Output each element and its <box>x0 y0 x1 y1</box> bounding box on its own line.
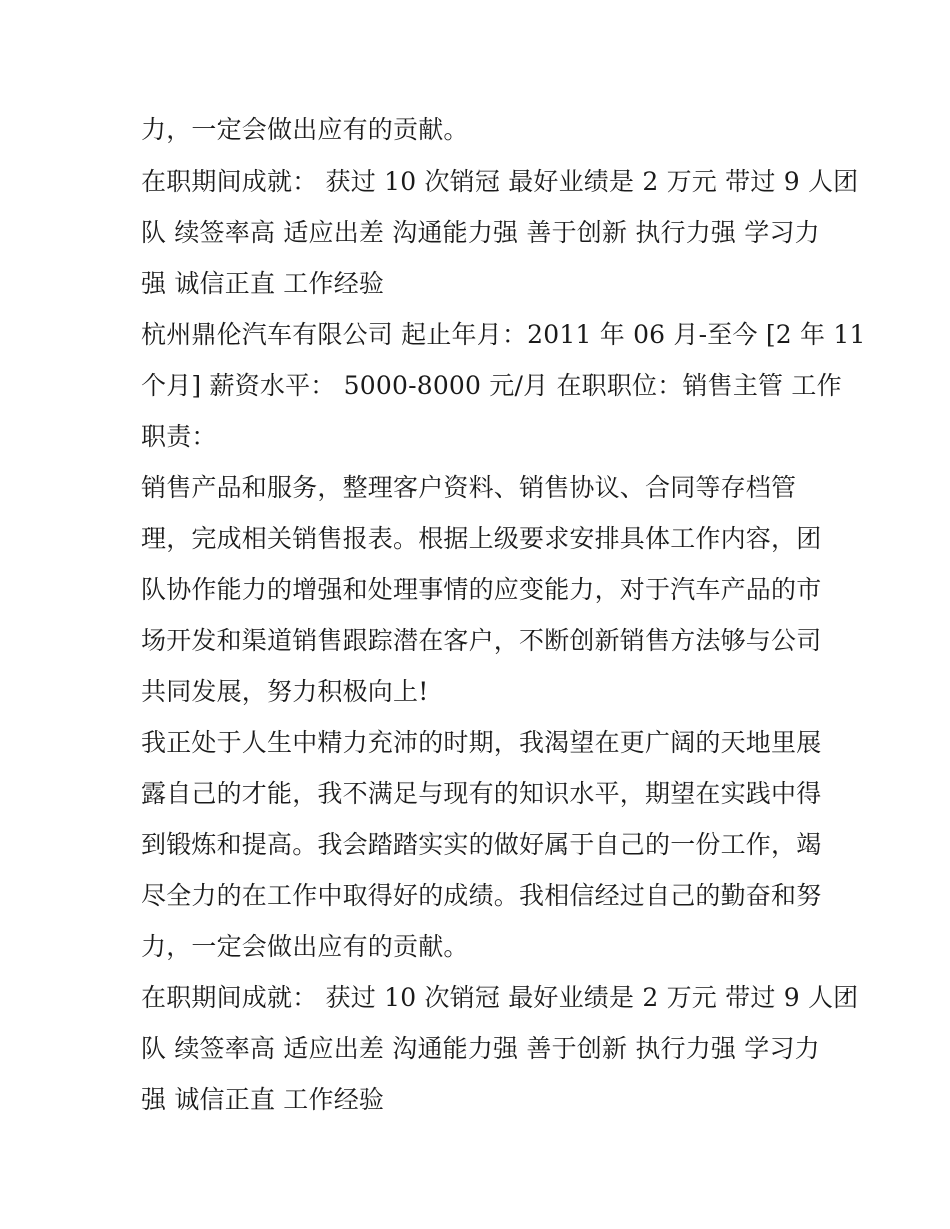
text-line: 力，一定会做出应有的贡献。 <box>141 115 469 144</box>
text-line: 我正处于人生中精力充沛的时期，我渴望在更广阔的天地里展 <box>141 728 822 757</box>
text-line: 销售产品和服务，整理客户资料、销售协议、合同等存档管 <box>141 473 797 502</box>
text-line: 队 续签率高 适应出差 沟通能力强 善于创新 执行力强 学习力 <box>141 1034 820 1063</box>
text-line: 在职期间成就： 获过 10 次销冠 最好业绩是 2 万元 带过 9 人团 <box>141 983 859 1012</box>
text-line: 个月] 薪资水平： 5000-8000 元/月 在职职位：销售主管 工作 <box>141 371 842 400</box>
text-line: 尽全力的在工作中取得好的成绩。我相信经过自己的勤奋和努 <box>141 881 822 910</box>
text-line: 理，完成相关销售报表。根据上级要求安排具体工作内容，团 <box>141 524 822 553</box>
text-line: 杭州鼎伦汽车有限公司 起止年月：2011 年 06 月-至今 [2 年 11 <box>141 320 866 349</box>
text-line: 场开发和渠道销售跟踪潜在客户，不断创新销售方法够与公司 <box>141 626 822 655</box>
text-line: 力，一定会做出应有的贡献。 <box>141 932 469 961</box>
text-line: 在职期间成就： 获过 10 次销冠 最好业绩是 2 万元 带过 9 人团 <box>141 167 859 196</box>
text-line: 强 诚信正直 工作经验 <box>141 269 385 298</box>
text-line: 到锻炼和提高。我会踏踏实实的做好属于自己的一份工作，竭 <box>141 830 822 859</box>
text-line: 职责： <box>141 422 217 451</box>
text-line: 共同发展，努力积极向上! <box>141 677 429 706</box>
text-line: 露自己的才能，我不满足与现有的知识水平，期望在实践中得 <box>141 779 822 808</box>
text-line: 队协作能力的增强和处理事情的应变能力，对于汽车产品的市 <box>141 575 822 604</box>
text-line: 队 续签率高 适应出差 沟通能力强 善于创新 执行力强 学习力 <box>141 218 820 247</box>
text-line: 强 诚信正直 工作经验 <box>141 1085 385 1114</box>
